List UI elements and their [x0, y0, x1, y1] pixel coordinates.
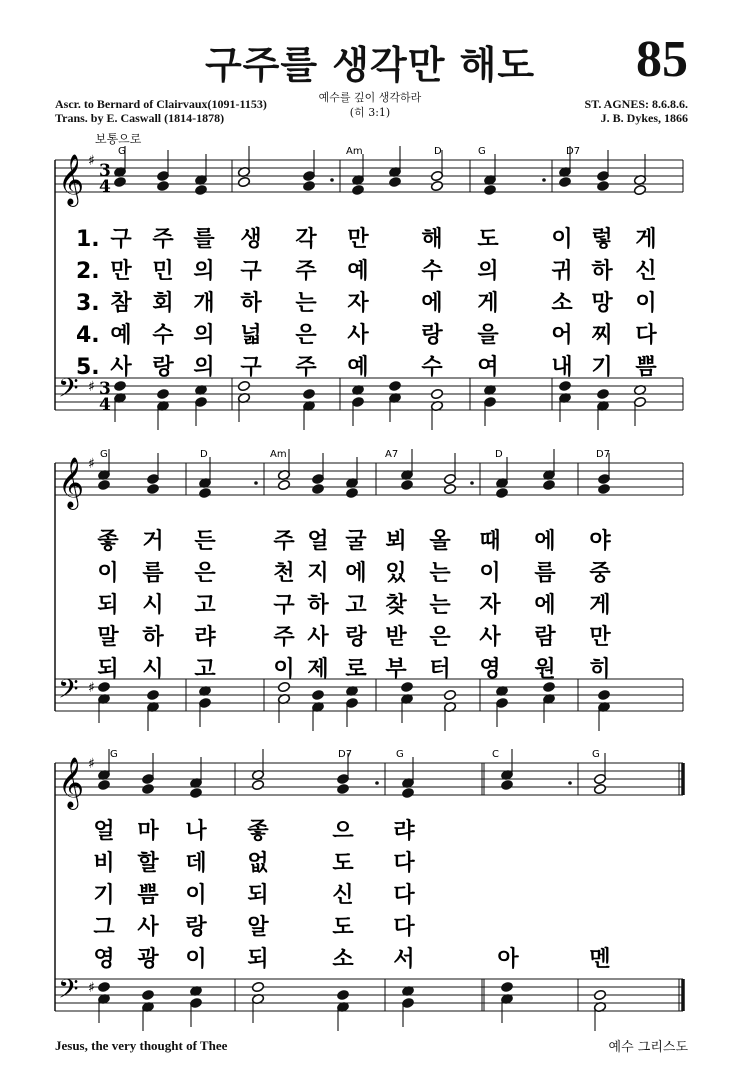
note-head	[558, 380, 571, 391]
lyric-syllable: 할	[137, 851, 159, 876]
lyric-syllable: 의	[193, 355, 215, 380]
note-head	[156, 388, 169, 399]
lyric-syllable: 이	[185, 883, 207, 908]
lyric-syllable: 때	[479, 529, 501, 554]
dot	[375, 781, 379, 785]
tune-line-2: J. B. Dykes, 1866	[600, 111, 688, 125]
lyric-syllable: 좋	[97, 529, 119, 554]
lyric-syllable: 참	[110, 291, 132, 316]
lyric-syllable: 영	[479, 657, 501, 682]
lyric-syllable: 만	[589, 625, 611, 650]
note-head	[311, 483, 324, 494]
note-head	[500, 779, 513, 790]
note-head	[146, 689, 159, 700]
chord-symbol: D	[200, 449, 208, 460]
lyric-syllable: 광	[137, 947, 159, 972]
key-sharp-icon: ♯	[88, 153, 95, 169]
lyric-syllable: 에	[421, 291, 443, 316]
lyric-syllable: 지	[307, 561, 329, 586]
note-head	[596, 180, 609, 191]
chord-symbol: A7	[385, 449, 399, 460]
note-head	[388, 176, 401, 187]
lyric-syllable: 올	[429, 529, 451, 554]
lyric-syllable: 다	[393, 883, 415, 908]
lyric-syllable: 원	[534, 657, 556, 682]
note-head	[237, 176, 250, 187]
lyric-syllable: 어	[551, 323, 573, 348]
note-head	[495, 487, 508, 498]
lyric-syllable: 얼	[307, 529, 329, 554]
lyric-syllable: 만	[347, 227, 369, 252]
lyric-syllable: 렇	[591, 227, 613, 252]
lyric-syllable: 를	[193, 227, 215, 252]
lyric-syllable: 민	[152, 259, 174, 284]
note-head	[593, 989, 606, 1000]
note-head	[113, 380, 126, 391]
lyric-syllable: 사	[307, 625, 329, 650]
note-head	[113, 176, 126, 187]
amen-syllable: 멘	[589, 947, 611, 972]
lyric-syllable: 에	[534, 593, 556, 618]
note-head	[277, 681, 290, 692]
lyric-syllable: 주	[273, 625, 295, 650]
note-head	[542, 681, 555, 692]
lyric-syllable: 자	[347, 291, 369, 316]
lyric-syllable: 찌	[591, 323, 613, 348]
scripture-reference: (히 3:1)	[349, 106, 391, 119]
lyric-syllable: 시	[142, 593, 164, 618]
key-sharp-icon: ♯	[88, 456, 95, 472]
verse-number: 2.	[76, 259, 100, 284]
chord-symbol: G	[110, 749, 118, 760]
note-head	[198, 487, 211, 498]
lyric-syllable: 각	[295, 227, 317, 252]
lyric-syllable: 수	[152, 323, 174, 348]
lyric-syllable: 천	[273, 561, 295, 586]
bass-clef-icon: 𝄢	[58, 973, 79, 1011]
chord-symbol: D	[434, 146, 442, 157]
hymn-number: 85	[636, 31, 688, 88]
verse-number: 3.	[76, 291, 100, 316]
dot	[254, 481, 258, 485]
lyric-syllable: 야	[589, 529, 611, 554]
time-signature-top: 3	[99, 379, 111, 399]
lyric-syllable: 되	[247, 947, 269, 972]
chord-symbol: G	[396, 749, 404, 760]
lyric-syllable: 주	[273, 529, 295, 554]
note-head	[633, 184, 646, 195]
lyric-syllable: 되	[247, 883, 269, 908]
note-head	[443, 483, 456, 494]
lyric-syllable: 만	[110, 259, 132, 284]
note-head	[336, 989, 349, 1000]
lyric-syllable: 뵈	[385, 529, 407, 554]
lyric-syllable: 히	[589, 657, 611, 682]
note-head	[593, 783, 606, 794]
note-head	[597, 483, 610, 494]
note-head	[141, 989, 154, 1000]
chord-symbol: D7	[566, 146, 581, 157]
lyric-syllable: 구	[240, 259, 262, 284]
lyric-syllable: 도	[332, 851, 354, 876]
lyric-syllable: 없	[247, 851, 269, 876]
lyric-syllable: 게	[589, 593, 611, 618]
note-head	[388, 380, 401, 391]
author-line-1: Ascr. to Bernard of Clairvaux(1091-1153)	[55, 97, 267, 111]
lyric-syllable: 랴	[194, 625, 216, 650]
lyric-syllable: 에	[534, 529, 556, 554]
lyric-syllable: 쁨	[137, 883, 159, 908]
lyric-syllable: 이	[551, 227, 573, 252]
note-head	[351, 184, 364, 195]
note-head	[302, 180, 315, 191]
lyric-syllable: 자	[479, 593, 501, 618]
hymn-title: 구주를 생각만 해도	[204, 43, 536, 87]
note-head	[401, 787, 414, 798]
lyric-syllable: 주	[152, 227, 174, 252]
verse-number: 1.	[76, 227, 100, 252]
lyric-syllable: 받	[385, 625, 407, 650]
lyric-syllable: 는	[295, 291, 317, 316]
lyric-syllable: 알	[247, 915, 269, 940]
lyric-syllable: 회	[152, 291, 174, 316]
lyric-syllable: 다	[393, 851, 415, 876]
lyric-syllable: 이	[273, 657, 295, 682]
chord-symbol: G	[478, 146, 486, 157]
lyric-syllable: 수	[421, 355, 443, 380]
dot	[330, 178, 334, 182]
note-head	[443, 689, 456, 700]
note-head	[400, 681, 413, 692]
note-head	[400, 479, 413, 490]
time-signature-bottom: 4	[99, 177, 111, 197]
lyric-syllable: 하	[240, 291, 262, 316]
lyric-syllable: 이	[635, 291, 657, 316]
lyric-syllable: 내	[551, 355, 573, 380]
lyric-syllable: 은	[429, 625, 451, 650]
lyric-syllable: 하	[591, 259, 613, 284]
note-head	[558, 176, 571, 187]
lyric-syllable: 말	[97, 625, 119, 650]
note-head	[302, 388, 315, 399]
note-head	[156, 180, 169, 191]
note-head	[141, 783, 154, 794]
lyric-syllable: 으	[332, 819, 354, 844]
lyric-syllable: 기	[93, 883, 115, 908]
tempo-marking: 보통으로	[95, 132, 142, 146]
lyric-syllable: 신	[635, 259, 657, 284]
lyric-syllable: 이	[185, 947, 207, 972]
lyric-syllable: 예	[347, 259, 369, 284]
lyric-syllable: 다	[635, 323, 657, 348]
bass-clef-icon: 𝄢	[58, 673, 79, 711]
english-title: Jesus, the very thought of Thee	[55, 1038, 228, 1053]
chord-symbol: D	[495, 449, 503, 460]
lyric-syllable: 구	[240, 355, 262, 380]
lyric-syllable: 든	[194, 529, 216, 554]
dot	[542, 178, 546, 182]
note-head	[336, 783, 349, 794]
dot	[470, 481, 474, 485]
chord-symbol: Am	[346, 146, 363, 157]
chord-symbol: G	[100, 449, 108, 460]
lyric-syllable: 의	[193, 259, 215, 284]
lyric-syllable: 은	[194, 561, 216, 586]
lyric-syllable: 수	[421, 259, 443, 284]
lyric-syllable: 도	[332, 915, 354, 940]
lyric-syllable: 부	[385, 657, 407, 682]
lyric-syllable: 영	[93, 947, 115, 972]
lyric-syllable: 그	[93, 915, 115, 940]
lyric-syllable: 되	[97, 657, 119, 682]
tune-line-1: ST. AGNES: 8.6.8.6.	[584, 97, 688, 111]
lyric-syllable: 사	[137, 915, 159, 940]
lyric-syllable: 은	[295, 323, 317, 348]
note-head	[277, 479, 290, 490]
lyric-syllable: 구	[273, 593, 295, 618]
note-head	[596, 388, 609, 399]
lyric-syllable: 고	[194, 593, 216, 618]
lyric-syllable: 망	[591, 291, 613, 316]
treble-clef-icon: 𝄞	[58, 154, 85, 205]
treble-clef-icon: 𝄞	[58, 457, 85, 508]
lyric-syllable: 는	[429, 593, 451, 618]
verse-number: 4.	[76, 323, 100, 348]
lyric-syllable: 게	[477, 291, 499, 316]
lyric-syllable: 랑	[185, 915, 207, 940]
lyric-syllable: 사	[110, 355, 132, 380]
lyric-syllable: 되	[97, 593, 119, 618]
lyric-syllable: 예	[347, 355, 369, 380]
lyric-syllable: 기	[591, 355, 613, 380]
note-head	[97, 681, 110, 692]
lyric-syllable: 름	[534, 561, 556, 586]
lyric-syllable: 사	[479, 625, 501, 650]
subtitle: 예수를 깊이 생각하라	[318, 91, 422, 104]
lyric-syllable: 이	[479, 561, 501, 586]
lyric-syllable: 랑	[345, 625, 367, 650]
lyric-syllable: 을	[477, 323, 499, 348]
lyric-syllable: 다	[393, 915, 415, 940]
lyric-syllable: 넓	[240, 323, 262, 348]
note-head	[194, 184, 207, 195]
lyric-syllable: 데	[185, 851, 207, 876]
korean-category: 예수 그리스도	[608, 1040, 688, 1055]
lyric-syllable: 하	[307, 593, 329, 618]
lyric-syllable: 랑	[152, 355, 174, 380]
amen-syllable: 아	[497, 947, 519, 972]
note-head	[483, 184, 496, 195]
chord-symbol: D7	[338, 749, 353, 760]
note-head	[597, 689, 610, 700]
lyric-syllable: 게	[635, 227, 657, 252]
lyric-syllable: 귀	[551, 259, 573, 284]
time-signature-top: 3	[99, 161, 111, 181]
lyric-syllable: 얼	[93, 819, 115, 844]
lyric-syllable: 서	[393, 947, 415, 972]
note-head	[237, 380, 250, 391]
lyric-syllable: 중	[589, 561, 611, 586]
lyric-syllable: 예	[110, 323, 132, 348]
lyric-syllable: 신	[332, 883, 354, 908]
lyric-syllable: 있	[385, 561, 407, 586]
key-sharp-icon: ♯	[88, 379, 95, 395]
bass-clef-icon: 𝄢	[58, 372, 79, 410]
note-head	[251, 779, 264, 790]
note-head	[345, 487, 358, 498]
lyric-syllable: 주	[295, 259, 317, 284]
chord-symbol: C	[492, 749, 499, 760]
lyric-syllable: 로	[345, 657, 367, 682]
chord-symbol: G	[118, 146, 126, 157]
lyric-syllable: 터	[429, 657, 451, 682]
time-signature-bottom: 4	[99, 395, 111, 415]
lyric-syllable: 거	[142, 529, 164, 554]
verse-number: 5.	[76, 355, 100, 380]
lyric-syllable: 제	[307, 657, 329, 682]
lyric-syllable: 찾	[385, 593, 407, 618]
lyric-syllable: 름	[142, 561, 164, 586]
note-head	[500, 981, 513, 992]
lyric-syllable: 의	[193, 323, 215, 348]
lyric-syllable: 에	[345, 561, 367, 586]
lyric-syllable: 해	[421, 227, 443, 252]
lyric-syllable: 생	[240, 227, 262, 252]
lyric-syllable: 랑	[421, 323, 443, 348]
lyric-syllable: 랴	[393, 819, 415, 844]
note-head	[97, 981, 110, 992]
lyric-syllable: 주	[295, 355, 317, 380]
lyric-syllable: 소	[332, 947, 354, 972]
note-head	[311, 689, 324, 700]
lyric-syllable: 도	[477, 227, 499, 252]
lyric-syllable: 사	[347, 323, 369, 348]
lyric-syllable: 고	[194, 657, 216, 682]
lyric-syllable: 는	[429, 561, 451, 586]
lyric-syllable: 굴	[345, 529, 367, 554]
chord-symbol: Am	[270, 449, 287, 460]
lyric-syllable: 시	[142, 657, 164, 682]
lyric-syllable: 구	[110, 227, 132, 252]
note-head	[251, 981, 264, 992]
lyric-syllable: 람	[534, 625, 556, 650]
note-head	[97, 779, 110, 790]
lyric-syllable: 쁨	[635, 355, 657, 380]
key-sharp-icon: ♯	[88, 756, 95, 772]
note-head	[542, 479, 555, 490]
lyric-syllable: 여	[477, 355, 499, 380]
chord-symbol: D7	[596, 449, 611, 460]
note-head	[430, 180, 443, 191]
lyric-syllable: 의	[477, 259, 499, 284]
dot	[568, 781, 572, 785]
lyric-syllable: 나	[185, 819, 207, 844]
lyric-syllable: 마	[137, 819, 159, 844]
lyric-syllable: 좋	[247, 819, 269, 844]
lyric-syllable: 비	[93, 851, 115, 876]
note-head	[430, 388, 443, 399]
author-line-2: Trans. by E. Caswall (1814-1878)	[55, 111, 225, 125]
lyric-syllable: 개	[193, 291, 215, 316]
chord-symbol: G	[592, 749, 600, 760]
lyric-syllable: 이	[97, 561, 119, 586]
lyric-syllable: 하	[142, 625, 164, 650]
note-head	[189, 787, 202, 798]
key-sharp-icon: ♯	[88, 980, 95, 996]
key-sharp-icon: ♯	[88, 680, 95, 696]
note-head	[146, 483, 159, 494]
lyric-syllable: 소	[551, 291, 573, 316]
note-head	[97, 479, 110, 490]
treble-clef-icon: 𝄞	[58, 757, 85, 808]
lyric-syllable: 고	[345, 593, 367, 618]
